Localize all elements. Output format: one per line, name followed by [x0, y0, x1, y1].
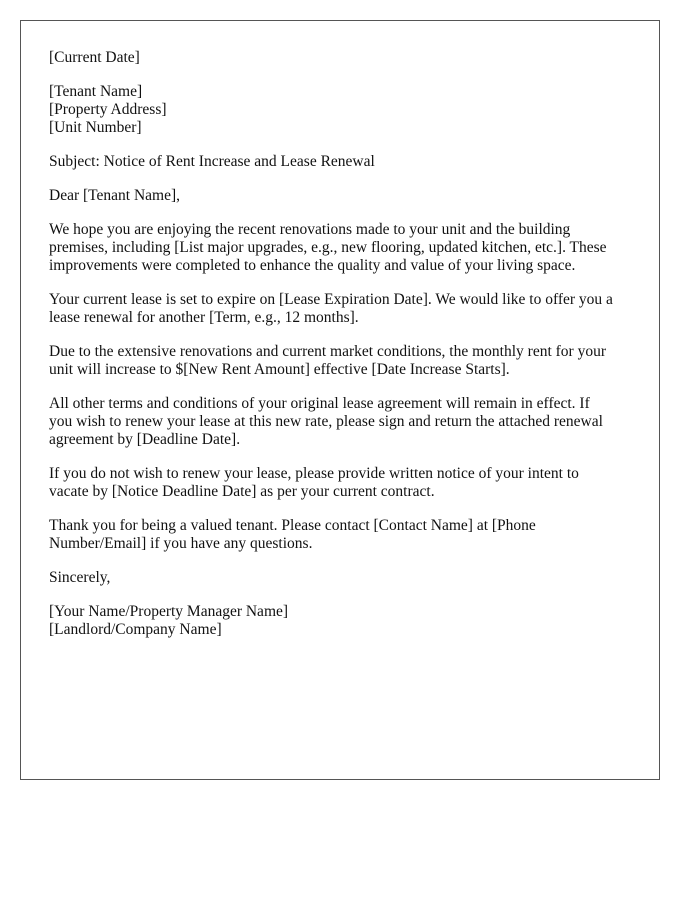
salutation-block — [49, 187, 631, 205]
recipient-address: [Property Address] — [49, 101, 167, 118]
letter-subject: Subject: Notice of Rent Increase and Lease Renewal — [49, 153, 375, 170]
letter-page — [20, 20, 660, 780]
letter-closing: Sincerely, — [49, 569, 111, 586]
paragraph-line: unit will increase to $[New Rent Amount] effective [Date Increase Starts]. — [49, 361, 510, 378]
closing-block — [49, 569, 631, 587]
paragraph-line: Your current lease is set to expire on [Lease Expiration Date]. We would like to offer you a — [49, 291, 613, 308]
signature-name: [Your Name/Property Manager Name] — [49, 603, 289, 620]
paragraph-line: We hope you are enjoying the recent renovations made to your unit and the building — [49, 221, 571, 238]
paragraph-line: lease renewal for another [Term, e.g., 12 months]. — [49, 309, 359, 326]
body-paragraph — [49, 343, 631, 379]
paragraph-line: agreement by [Deadline Date]. — [49, 431, 241, 448]
paragraph-line: premises, including [List major upgrades, e.g., new flooring, updated kitchen, etc.]. These — [49, 239, 607, 256]
paragraph-line: All other terms and conditions of your original lease agreement will remain in effect. If — [49, 395, 590, 412]
signature-company: [Landlord/Company Name] — [49, 621, 222, 638]
letter-salutation: Dear [Tenant Name], — [49, 187, 181, 204]
body-paragraph — [49, 465, 631, 501]
paragraph-line: Number/Email] if you have any questions. — [49, 535, 313, 552]
letter-date: [Current Date] — [49, 49, 140, 66]
paragraph-line: Thank you for being a valued tenant. Please contact [Contact Name] at [Phone — [49, 517, 536, 534]
letter-date-block — [49, 49, 631, 67]
body-paragraph — [49, 395, 631, 449]
recipient-block — [49, 83, 631, 137]
signature-block — [49, 603, 631, 639]
recipient-unit: [Unit Number] — [49, 119, 142, 136]
recipient-name: [Tenant Name] — [49, 83, 143, 100]
body-paragraph — [49, 517, 631, 553]
subject-block — [49, 153, 631, 171]
paragraph-line: Due to the extensive renovations and current market conditions, the monthly rent for your — [49, 343, 606, 360]
body-paragraph — [49, 221, 631, 275]
paragraph-line: improvements were completed to enhance the quality and value of your living space. — [49, 257, 576, 274]
paragraph-line: you wish to renew your lease at this new rate, please sign and return the attached renewal — [49, 413, 603, 430]
body-paragraph — [49, 291, 631, 327]
paragraph-line: vacate by [Notice Deadline Date] as per your current contract. — [49, 483, 435, 500]
paragraph-line: If you do not wish to renew your lease, please provide written notice of your intent to — [49, 465, 579, 482]
